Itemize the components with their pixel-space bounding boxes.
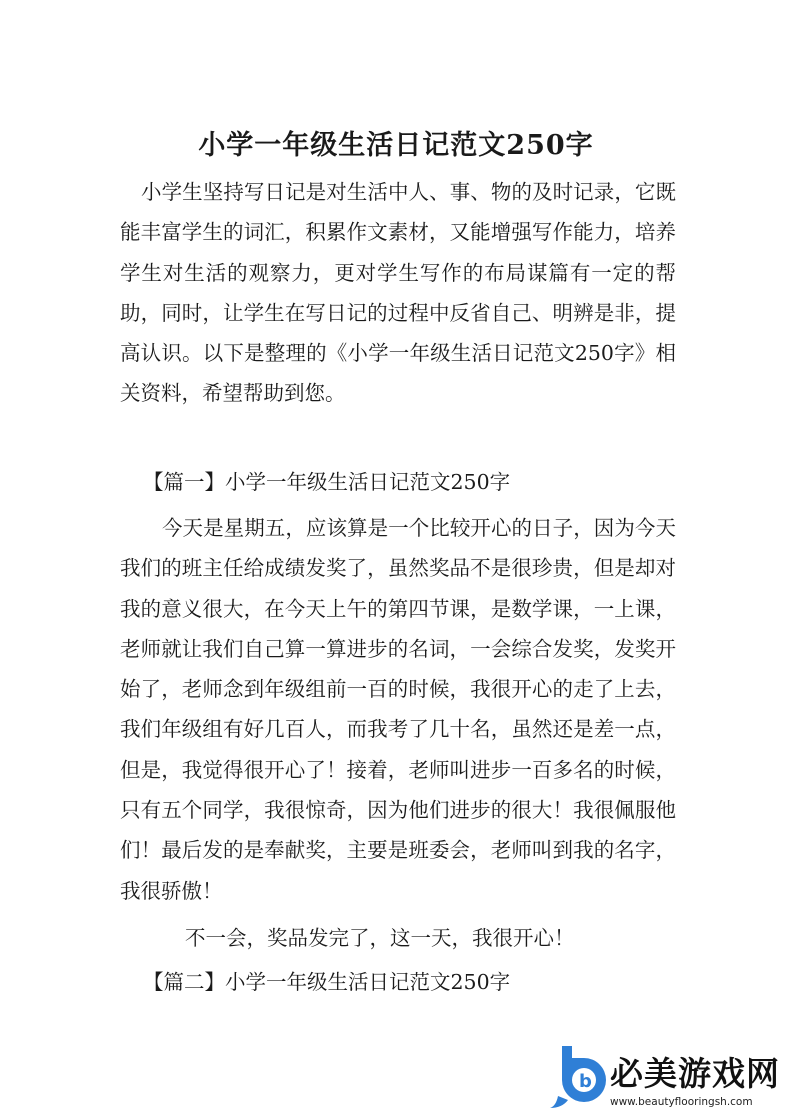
logo-letter: b — [579, 1071, 592, 1092]
section-two-heading: 【篇二】小学一年级生活日记范文250字 — [143, 970, 511, 994]
intro-paragraph: 小学生坚持写日记是对生活中人、事、物的及时记录，它既能丰富学生的词汇，积累作文素材，又能增强写作能力，培养学生对生活的观察力，更对学生写作的布局谋篇有一定的帮助，同时，让学生在写日记的过程中反省自己、明辨是非，提高认识。以下是整理的《小学一年级生活日记范文250字》相关资料，希望帮助到您。 — [120, 180, 676, 406]
section-one-closing: 不一会，奖品发完了，这一天，我很开心！ — [185, 926, 575, 950]
watermark-url[interactable]: www.beautyflooringsh.com — [610, 1096, 753, 1108]
watermark-site-name: 必美游戏网 — [610, 1054, 780, 1093]
site-watermark[interactable] — [548, 1030, 792, 1120]
section-one-body: 今天是星期五，应该算是一个比较开心的日子，因为今天我们的班主任给成绩发奖了，虽然奖品不是很珍贵，但是却对我的意义很大，在今天上午的第四节课，是数学课，一上课，老师就让我们自己算一算进步的名词，一会综合发奖，发奖开始了，老师念到年级组前一百的时候，我很开心的走了上去，我们年级组有好几百人，而我考了几十名，虽然还是差一点，但是，我觉得很开心了！接着，老师叫进步一百多名的时候，只有五个同学，我很惊奇，因为他们进步的很大！我很佩服他们！最后发的是奉献奖，主要是班委会，老师叫到我的名字，我很骄傲！ — [120, 516, 676, 903]
section-one-heading: 【篇一】小学一年级生活日记范文250字 — [143, 470, 511, 494]
b-chat-bubble-icon — [548, 1040, 606, 1110]
document-title: 小学一年级生活日记范文250字 — [198, 130, 594, 162]
